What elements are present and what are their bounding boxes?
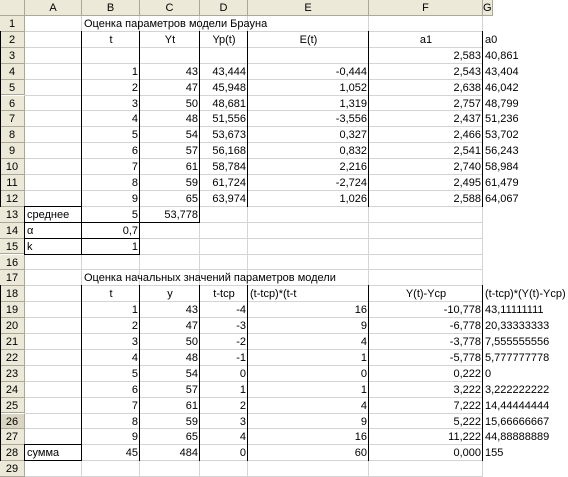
row-header[interactable]: 1 — [0, 16, 25, 32]
table1-cell[interactable]: 46,042 — [485, 81, 519, 94]
table2-cell[interactable]: 3 — [239, 415, 246, 428]
table1-cell[interactable]: 48,681 — [212, 97, 246, 110]
table2-cell[interactable]: 1 — [360, 383, 367, 396]
table1-cell[interactable]: 2,437 — [453, 113, 481, 126]
border-line — [24, 254, 140, 255]
table2-cell[interactable]: 65 — [185, 431, 198, 444]
table2-header[interactable]: y — [167, 288, 173, 301]
table2-cell[interactable]: 0 — [485, 367, 492, 380]
table2-cell[interactable]: 6 — [131, 383, 138, 396]
table1-cell[interactable]: -2,724 — [335, 177, 367, 189]
row-header[interactable]: 10 — [0, 159, 25, 175]
table1-cell[interactable]: 50 — [185, 97, 198, 110]
border-line — [24, 206, 25, 255]
border-line — [81, 206, 82, 255]
row-header[interactable]: 12 — [0, 191, 25, 207]
table1-cell[interactable]: 2 — [131, 81, 138, 94]
table1-cell[interactable]: 65 — [185, 192, 198, 205]
table2-cell[interactable]: 2 — [239, 399, 246, 412]
table2-cell[interactable]: 4 — [239, 431, 246, 444]
table1-cell[interactable]: -0,444 — [335, 65, 367, 78]
table1-header[interactable]: a0 — [485, 33, 498, 46]
row-header[interactable]: 5 — [0, 80, 25, 96]
table1-cell[interactable]: 61 — [185, 161, 198, 174]
border-line — [482, 31, 483, 207]
table2-cell[interactable]: 2 — [131, 320, 138, 333]
table2-cell[interactable]: 14,44444444 — [485, 399, 550, 412]
table2-header[interactable]: t-tcp — [213, 288, 235, 301]
row-header[interactable]: 13 — [0, 207, 25, 223]
table2-cell[interactable]: -2 — [236, 336, 246, 348]
table2-cell[interactable]: 16 — [354, 431, 367, 444]
border-line — [368, 31, 369, 207]
table2-cell[interactable]: 54 — [185, 367, 198, 380]
sum-label[interactable]: сумма — [27, 447, 60, 460]
table2-cell[interactable]: 61 — [185, 399, 198, 412]
table1-cell[interactable]: 2,495 — [453, 177, 481, 189]
border-line — [247, 285, 248, 461]
row-header[interactable]: 21 — [0, 334, 25, 350]
table2-cell[interactable]: -5,778 — [449, 351, 481, 364]
row-header[interactable]: 6 — [0, 96, 25, 112]
border-line — [139, 285, 140, 461]
table2-cell[interactable]: 11,222 — [448, 431, 481, 444]
border-line — [24, 444, 82, 445]
table1-cell[interactable]: 43,444 — [212, 65, 246, 78]
border-line — [24, 222, 200, 223]
table2-cell[interactable]: 7 — [131, 399, 138, 412]
alpha-label[interactable]: α — [27, 224, 34, 237]
table2-header[interactable]: (t-tcp)*(t-t — [250, 288, 297, 301]
row-header[interactable]: 26 — [0, 414, 25, 430]
sum-cell[interactable]: 60 — [354, 447, 367, 460]
table1-cell[interactable]: 48,799 — [485, 97, 519, 110]
table1-cell[interactable]: 53,673 — [212, 129, 246, 142]
border-line — [81, 285, 82, 461]
border-line — [0, 31, 1, 207]
row-header[interactable]: 27 — [0, 429, 25, 445]
table1-cell[interactable]: 2,588 — [453, 192, 481, 205]
border-line — [24, 444, 25, 461]
table2-cell[interactable]: 4 — [131, 351, 138, 364]
table2-cell[interactable]: 4 — [360, 336, 367, 348]
border-line — [0, 285, 1, 461]
table2-cell[interactable]: 48 — [185, 351, 198, 364]
border-line — [81, 31, 82, 207]
table1-cell[interactable]: 51,236 — [485, 113, 519, 126]
row-header[interactable]: 18 — [0, 286, 25, 302]
border-line — [24, 460, 82, 461]
border-line — [199, 285, 200, 461]
border-line — [139, 206, 140, 255]
table1-cell[interactable]: 6 — [131, 145, 138, 158]
table2-header[interactable]: t — [109, 288, 113, 301]
table1-cell[interactable]: 56,168 — [212, 145, 246, 158]
table2-cell[interactable]: 1 — [131, 304, 138, 317]
table1-cell[interactable]: 43 — [185, 65, 198, 78]
table1-header[interactable]: E(t) — [299, 33, 318, 46]
table2-cell[interactable]: 57 — [185, 383, 198, 396]
table2-cell[interactable]: 59 — [185, 415, 198, 428]
table2-cell[interactable]: -1 — [236, 351, 246, 364]
table1-cell[interactable]: 2,216 — [339, 161, 367, 174]
row-header[interactable]: 7 — [0, 111, 25, 127]
border-line — [247, 31, 248, 207]
k-label[interactable]: k — [27, 240, 33, 253]
mean-y[interactable]: 53,778 — [164, 208, 198, 221]
border-line — [368, 285, 369, 461]
table2-cell[interactable]: 4 — [360, 399, 367, 412]
table1-cell[interactable]: 2,541 — [453, 145, 481, 158]
table2-cell[interactable]: 0,222 — [453, 367, 481, 380]
table1-header[interactable]: Yt — [164, 33, 176, 46]
table2-cell[interactable]: 3 — [131, 336, 138, 348]
table1-cell[interactable]: 2,543 — [453, 65, 481, 78]
row-header[interactable]: 22 — [0, 350, 25, 366]
table1-cell[interactable]: 2,638 — [453, 81, 481, 94]
table1-cell[interactable]: 47 — [185, 81, 198, 94]
table2-cell[interactable]: 5 — [131, 367, 138, 380]
k-value[interactable]: 1 — [131, 240, 138, 253]
table2-cell[interactable]: -6,778 — [449, 320, 481, 333]
table2-cell[interactable]: 47 — [185, 320, 198, 333]
row-header[interactable]: 16 — [0, 255, 25, 271]
table2-cell[interactable]: 9 — [360, 320, 367, 333]
table1-cell[interactable]: 51,556 — [212, 113, 246, 126]
sum-cell[interactable]: 0,000 — [453, 447, 481, 460]
mean-t[interactable]: 5 — [131, 208, 138, 221]
table2-header[interactable]: (t-tcp)*(Y(t)-Ycp) — [485, 288, 566, 301]
table2-cell[interactable]: 50 — [185, 336, 198, 348]
row-header[interactable]: 3 — [0, 48, 25, 64]
table1-cell[interactable]: 58,984 — [485, 161, 519, 174]
table1-cell[interactable]: 1 — [131, 65, 138, 78]
column-header[interactable]: D — [200, 0, 248, 16]
row-header[interactable]: 8 — [0, 127, 25, 143]
column-header[interactable]: C — [140, 0, 200, 16]
border-line — [199, 31, 200, 207]
row-header[interactable]: 9 — [0, 143, 25, 159]
table1-header[interactable]: Yp(t) — [212, 33, 236, 46]
table2-title[interactable]: Оценка начальных значений параметров модели — [84, 272, 336, 285]
table1-cell[interactable]: 9 — [131, 192, 138, 205]
border-line — [24, 238, 140, 239]
table1-cell[interactable]: 7 — [131, 161, 138, 174]
table1-cell[interactable]: 8 — [131, 177, 138, 189]
table1-cell[interactable]: 2,757 — [453, 97, 481, 110]
table2-cell[interactable]: 9 — [360, 415, 367, 428]
table2-cell[interactable]: 1 — [239, 383, 246, 396]
table2-cell[interactable]: 0 — [239, 367, 246, 380]
mean-label[interactable]: среднее — [27, 208, 70, 221]
table2-cell[interactable]: 7,555555556 — [485, 336, 550, 348]
table1-cell[interactable]: 1,052 — [339, 81, 367, 94]
row-header[interactable]: 11 — [0, 175, 25, 191]
row-header[interactable]: 24 — [0, 382, 25, 398]
table1-cell[interactable]: 0,832 — [339, 145, 367, 158]
column-header[interactable]: G — [483, 2, 492, 14]
table1-cell[interactable]: 3 — [131, 97, 138, 110]
table1-cell[interactable]: 61,724 — [212, 177, 246, 189]
alpha-value[interactable]: 0,7 — [122, 224, 138, 237]
init-a0[interactable]: 40,861 — [485, 49, 519, 62]
row-header[interactable]: 17 — [0, 270, 25, 286]
table1-cell[interactable]: 53,702 — [485, 129, 519, 142]
table2-cell[interactable]: 7,222 — [453, 399, 481, 412]
sum-cell[interactable]: 45 — [125, 447, 138, 460]
table1-cell[interactable]: 2,466 — [453, 129, 481, 142]
border-line — [24, 206, 82, 207]
table2-cell[interactable]: 1 — [360, 351, 367, 364]
table1-cell[interactable]: 58,784 — [212, 161, 246, 174]
table1-cell[interactable]: 54 — [185, 129, 198, 142]
table2-cell[interactable]: -4 — [236, 304, 246, 317]
table1-cell[interactable]: 61,479 — [485, 177, 519, 189]
init-a1[interactable]: 2,583 — [453, 49, 481, 62]
table1-cell[interactable]: 1,026 — [339, 192, 367, 205]
table1-cell[interactable]: 48 — [185, 113, 198, 126]
row-header[interactable]: 28 — [0, 445, 25, 461]
column-header[interactable]: E — [248, 0, 369, 16]
table1-cell[interactable]: 5 — [131, 129, 138, 142]
border-line — [139, 31, 140, 207]
table2-cell[interactable]: 44,88888889 — [485, 431, 550, 444]
sum-cell[interactable]: 484 — [179, 447, 198, 460]
table1-header[interactable]: a1 — [419, 33, 433, 46]
table2-cell[interactable]: 9 — [131, 431, 138, 444]
table2-cell[interactable]: 5,222 — [453, 415, 481, 428]
table1-header[interactable]: t — [109, 33, 113, 46]
table1-cell[interactable]: 43,404 — [485, 65, 519, 78]
table1-cell[interactable]: 64,067 — [485, 192, 519, 205]
row-header[interactable]: 25 — [0, 398, 25, 414]
row-header[interactable]: 20 — [0, 318, 25, 334]
table1-cell[interactable]: 1,319 — [339, 97, 367, 110]
column-header[interactable]: F — [369, 0, 483, 16]
table2-cell[interactable]: 43,11111111 — [485, 304, 544, 317]
table1-cell[interactable]: 45,948 — [212, 81, 246, 94]
table1-title[interactable]: Оценка параметров модели Брауна — [84, 18, 268, 30]
table2-cell[interactable]: 20,33333333 — [485, 320, 550, 333]
table2-cell[interactable]: 16 — [354, 304, 367, 317]
table2-cell[interactable]: 8 — [131, 415, 138, 428]
table1-cell[interactable]: -3,556 — [335, 113, 367, 126]
table2-cell[interactable]: 3,222 — [453, 383, 481, 396]
select-all-corner[interactable] — [0, 0, 25, 16]
table1-cell[interactable]: 2,740 — [453, 161, 481, 174]
table1-cell[interactable]: 57 — [185, 145, 198, 158]
column-header[interactable]: B — [82, 0, 140, 16]
table2-cell[interactable]: 5,777777778 — [485, 351, 550, 364]
table1-cell[interactable]: 59 — [185, 177, 198, 189]
table2-cell[interactable]: -3,778 — [449, 336, 481, 348]
row-header[interactable]: 4 — [0, 64, 25, 80]
table2-cell[interactable]: -3 — [236, 320, 246, 333]
table2-header[interactable]: Y(t)-Ycp — [405, 288, 447, 301]
row-header[interactable]: 15 — [0, 239, 25, 255]
table2-cell[interactable]: 43 — [185, 304, 198, 317]
sum-cell[interactable]: 155 — [485, 447, 504, 460]
table2-cell[interactable]: -10,778 — [443, 304, 481, 317]
table2-cell[interactable]: 0 — [360, 367, 367, 380]
table1-cell[interactable]: 63,974 — [212, 192, 246, 205]
sum-cell[interactable]: 0 — [239, 447, 246, 460]
row-header[interactable]: 29 — [0, 461, 25, 477]
row-header[interactable]: 19 — [0, 302, 25, 318]
table1-cell[interactable]: 0,327 — [339, 129, 367, 142]
table1-cell[interactable]: 56,243 — [485, 145, 519, 158]
table2-cell[interactable]: 15,66666667 — [485, 415, 550, 428]
table1-cell[interactable]: 4 — [131, 113, 138, 126]
column-header[interactable]: A — [25, 0, 82, 16]
table2-cell[interactable]: 3,222222222 — [485, 383, 550, 396]
row-header[interactable]: 14 — [0, 223, 25, 239]
border-line — [482, 285, 483, 461]
border-line — [199, 206, 200, 223]
row-header[interactable]: 23 — [0, 366, 25, 382]
row-header[interactable]: 2 — [0, 32, 25, 48]
